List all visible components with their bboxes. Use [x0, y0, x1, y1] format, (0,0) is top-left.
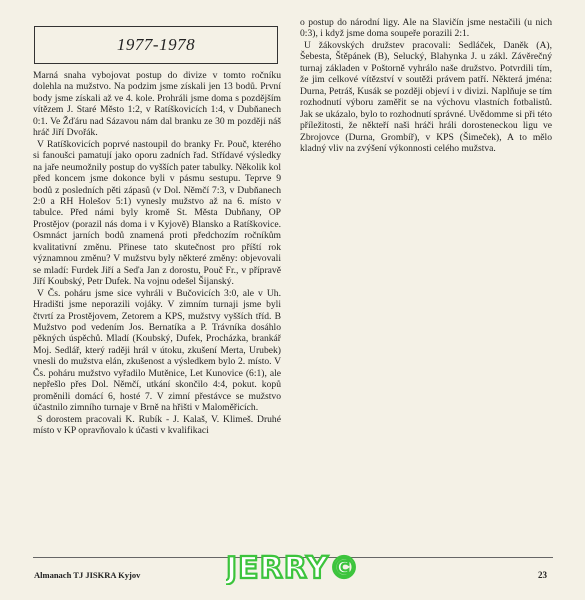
- paragraph: U žákovských družstev pracovali: Sedláček, Daněk (A), Šebesta, Štěpánek (B), Selucký, Blahynka J. u zákl. Závěrečný turnaj základen v Poštorně vyhrálo naše družstvo. Potvrdili tím, že jim celkové vítězství v soutěži právem patří. Některá jména: Durna, Petráš, Kusák se později objeví i v divizi. Naplňuje se tím rozhodnutí výboru zaměřit se na výchovu vlastních fotbalistů. Jak se ukázalo, bylo to rozhodnutí správné. Uvědomme si při této příležitosti, že někteří naši hráči hráli dorosteneckou ligu ve Zbrojovce (Durna, Grombíř), v KPS (Šimeček), A to mělo kladný vliv na zvýšení výkonnosti celého mužstva.: [300, 39, 552, 154]
- paragraph: o postup do národní ligy. Ale na Slavičín jsme nestačili (u nich 0:3), i když jsme doma soupeře porazili 2:1.: [300, 17, 552, 40]
- page-number: 23: [538, 570, 547, 580]
- logo-text: JERRY©: [226, 551, 360, 585]
- paragraph: V Čs. poháru jsme sice vyhráli v Bučovicích 3:0, ale v Uh. Hradišti jsme neporazili vojáky. V zimním turnaji jsme byli čtvrtí za Prostějovem, Zetorem a KPS, mužstvy vyšších tříd. B Mužstvo pod vedením Jos. Bernatíka a P. Trávníka dosáhlo pěkných úspěchů. Mladí (Koubský, Dufek, Procházka, brankář Moj. Sedlář, který raději hrál v útoku, zkušení Merta, Urubek) vnesli do mužstva elán, zkušenost a výsledkem bylo 2. místo. V Čs. poháru mužstvo vyřadilo Mutěnice, Let Kunovice (6:1), ale nepřešlo přes Dol. Němčí, utkání skončilo 4:4, pokut. kopů proměnili domácí 6, hosté 7. V zimní přestávce se mužstvo účastnilo zimního turnaje v Brně na hřišti v Maloměřicích.: [33, 287, 281, 414]
- left-column: [33, 70, 281, 437]
- paragraph: V Ratíškovicích poprvé nastoupil do branky Fr. Pouč, kterého si fanoušci pamatují jako oporu zadních řad. Střídavé výsledky na jaře neumožnily postup do vyšších pater tabulky. Několik kol před koncem jsme dokonce byli v pásmu sestupu. Teprve 9 bodů z posledních pěti zápasů (v Dol. Němčí 7:3, v Dubňanech 2:0 a RH Holešov 5:1) vynesly mužstvo až na 6. místo v tabulce. Před námi byly kromě St. Města Dubňany, OP Prostějov (porazil nás doma i v Kyjově) Blansko a Ratíškovice. Osmnáct jarních bodů znamená proti předchozím ročníkům kvalitativní změnu. Přinese tato skutečnost pro příští rok významnou změnu? V mužstvu byly některé změny: objevovali se mladí: Furdek Jiří a Seďa Jan z dorostu, Pouč Fr., v přípravě Jiří Koubský, Petr Dufek. Na vojnu odešel Šijanský.: [33, 138, 281, 288]
- section-title-box: [34, 26, 278, 64]
- paragraph: Marná snaha vybojovat postup do divize v tomto ročníku dolehla na mužstvo. Na podzim jsme získali jen 13 bodů. První body jsme získali až ve 4. kole. Prohráli jsme doma s pozdějším vítězem J. Staré Město 1:2, v Ratíškovicích 1:4, v Dubňanech 0:1. Ve Žďáru nad Sázavou nám dal branku ze 30 m později náš hráč Jiří Dvořák.: [33, 70, 281, 139]
- jerry-logo: [226, 549, 360, 585]
- publication-name: Almanach TJ JISKRA Kyjov: [34, 570, 141, 580]
- section-title: 1977-1978: [116, 35, 196, 54]
- paragraph: S dorostem pracovali K. Rubík - J. Kalaš, V. Klimeš. Druhé místo v KP opravňovalo k účasti v kvalifikaci: [33, 413, 281, 437]
- right-column: [300, 17, 552, 154]
